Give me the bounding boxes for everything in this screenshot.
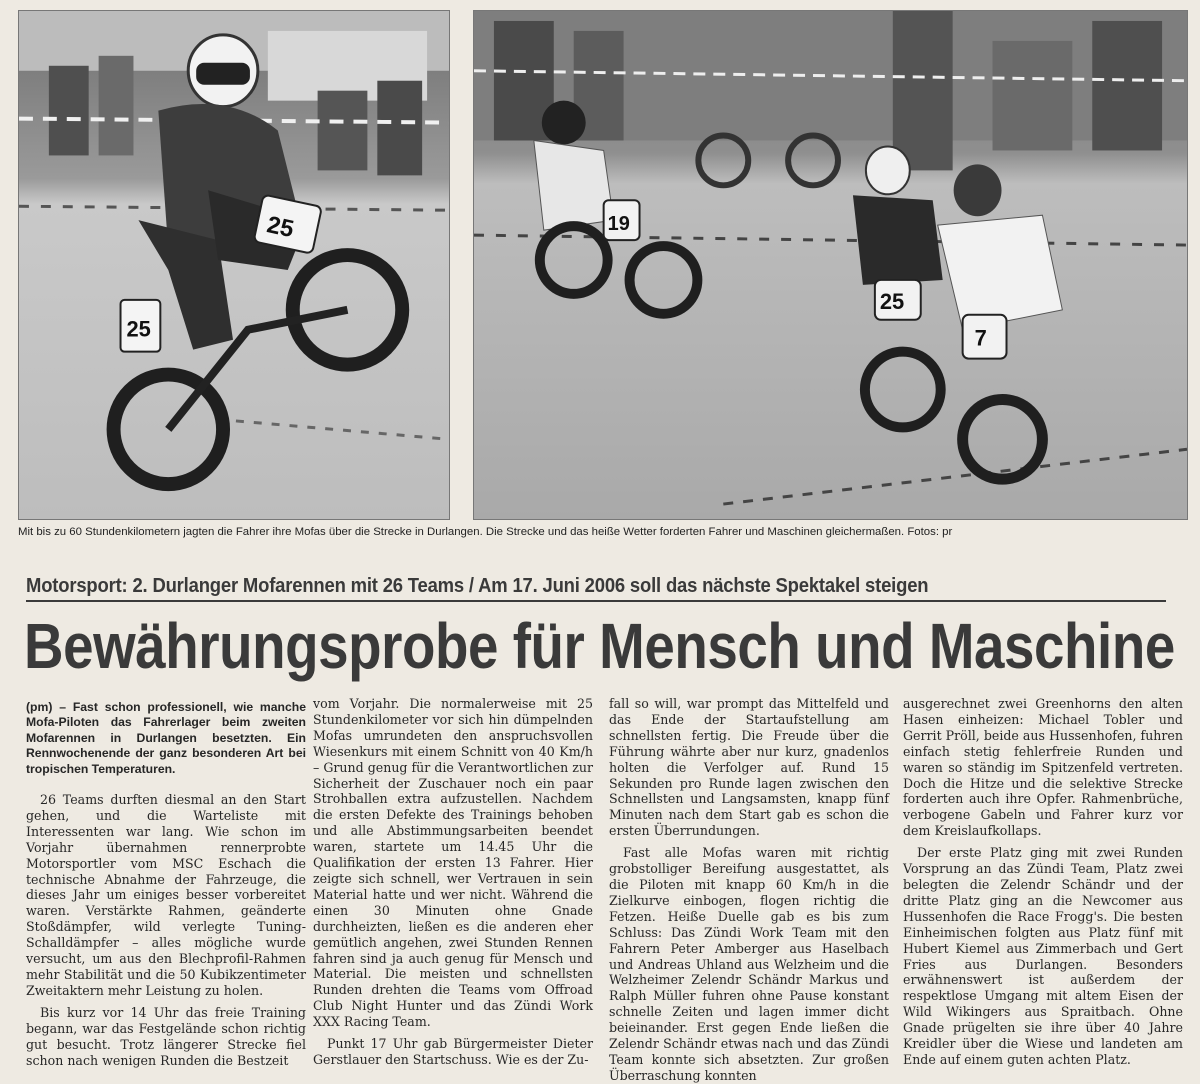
article-lead: (pm) – Fast schon professionell, wie manche Mofa-Piloten das Fahrerlager beim zweiten Mofarennen in Durlangen besetzten. Ein Rennwochenende der ganz besonderen Art bei tropischen Temperaturen.	[26, 700, 306, 776]
photo-rider-wheelie	[18, 10, 450, 520]
side-plate-number-25: 25	[126, 316, 151, 342]
paragraph: Fast alle Mofas waren mit richtig grobstolliger Bereifung ausgestattet, als die Piloten mit knapp 60 Km/h in die Zielkurve einbogen, flogen richtig die Fetzen. Heiße Duelle gab es bis zum Schluss: Das Zündi Work Team mit den Fahrern Peter Amberger aus Haselbach und Andreas Uhland aus Welzheim und die Welzheimer Zelendr Schändr Markus und Ralph Müller fuhren ohne Pause konstant schnelle Zeiten und lagen immer dicht beieinander. Erst gegen Ende ließen die Zelendr Schändr etwas nach und das Zündi Team konnte sich absetzten. Zur großen Überraschung konnten	[609, 845, 889, 1083]
photo-caption: Mit bis zu 60 Stundenkilometern jagten die Fahrer ihre Mofas über die Strecke in Durlangen. Die Strecke und das heiße Wetter forderten Fahrer und Maschinen gleichermaßen. Fotos: pr	[18, 526, 953, 538]
article-kicker: Motorsport: 2. Durlanger Mofarennen mit 26 Teams / Am 17. Juni 2006 soll das nächste Spektakel steigen	[26, 574, 929, 597]
paragraph: 26 Teams durften diesmal an den Start gehen, und die Warteliste mit Interessenten war lang. Wie schon im Vorjahr übernahmen rennerprobte Motorsportler vom MSC Eschach die technische Abnahme der Fahrzeuge, die dieses Jahr um einiges besser vorbereitet waren. Verstärkte Rahmen, geänderte Stoßdämpfer, wild verlegte Tuning-Schalldämpfer – alles mögliche wurde versucht, um aus den Blechprofil-Rahmen mehr Stabilität und die 50 Kubikzentimeter Zweitaktern mehr Leistung zu holen.	[26, 792, 306, 998]
mofa-race-group-photo	[474, 11, 1187, 519]
article-column-3	[609, 696, 889, 1084]
kicker-underline	[26, 600, 1166, 602]
paragraph: Punkt 17 Uhr gab Bürgermeister Dieter Gerstlauer den Startschuss. Wie es der Zu-	[313, 1036, 593, 1067]
plate-number-25: 25	[264, 211, 297, 244]
photo-race-group	[473, 10, 1188, 520]
motocross-rider-wheelie-photo	[19, 11, 449, 519]
article-column-4	[903, 696, 1183, 1068]
article-column-2	[313, 696, 593, 1068]
paragraph: vom Vorjahr. Die normalerweise mit 25 Stundenkilometer vor sich hin dümpelnden Mofas umrundeten den anspruchsvollen Wiesenkurs mit einem Schnitt von 40 Km/h – Grund genug für die Verantwortlichen zur Sicherheit der Zuschauer noch ein paar Strohballen extra aufzustellen. Nachdem die ersten Defekte des Trainings behoben und alle Abstimmungsarbeiten beendet waren, startete um 14.45 Uhr die Qualifikation der ersten 13 Fahrer. Hier zeigte sich schnell, wer Vertrauen in sein Material hatte und wer nicht. Während die einen 30 Minuten ohne Gnade durchheizten, ließen es die anderen eher gemütlich angehen, zwei Stunden Rennen fahren sind ja auch genug für Mensch und Material. Die meisten und schnellsten Runden drehten die Teams vom Offroad Club Night Hunter und das Zündi Work XXX Racing Team.	[313, 696, 593, 1030]
paragraph: Bis kurz vor 14 Uhr das freie Training begann, war das Festgelände schon richtig gut besucht. Trotz längerer Strecke fiel schon nach wenigen Runden die Bestzeit	[26, 1004, 306, 1068]
article-headline: Bewährungsprobe für Mensch und Maschine	[24, 610, 1175, 682]
paragraph: ausgerechnet zwei Greenhorns den alten Hasen einheizen: Michael Tobler und Gerrit Pröll, beide aus Hussenhofen, fuhren einfach stetig fehlerfreie Runden und waren so ständig im Spitzenfeld vertreten. Doch die Hitze und die selektive Strecke forderten auch ihre Opfer. Rahmenbrüche, verbogene Gabeln und Fahrer kurz vor dem Kreislaufkollaps.	[903, 696, 1183, 839]
plate-number-7: 7	[974, 325, 987, 351]
paragraph: Der erste Platz ging mit zwei Runden Vorsprung an das Zündi Team, Platz zwei belegten die Zelendr Schändr und der dritte Platz ging an die Newcomer aus Hussenhofen die Race Frogg's. Die besten Einheimischen folgten aus Platz fünf mit Hubert Kiemel aus Zimmerbach und Gert Fries aus Durlangen. Besonders erwähnenswert ist außerdem der respektlose Umgang mit altem Eisen der Wild Wikingers aus Spraitbach. Ohne Gnade prügelten sie ihre über 40 Jahre Kreidler über die Wiese und landeten am Ende auf einem guten achten Platz.	[903, 845, 1183, 1067]
paragraph: fall so will, war prompt das Mittelfeld und das Ende der Startaufstellung am schnellsten fertig. Die Freude über die Führung währte aber nur kurz, gnadenlos holten die Verfolger auf. Rund 15 Sekunden pro Runde lagen zwischen den Schnellsten und Langsamsten, knapp fünf Minuten nach dem Start gab es schon die ersten Überrundungen.	[609, 696, 889, 839]
plate-number-19: 19	[607, 213, 630, 236]
plate-number-25: 25	[879, 288, 905, 314]
article-column-1	[26, 700, 306, 1068]
